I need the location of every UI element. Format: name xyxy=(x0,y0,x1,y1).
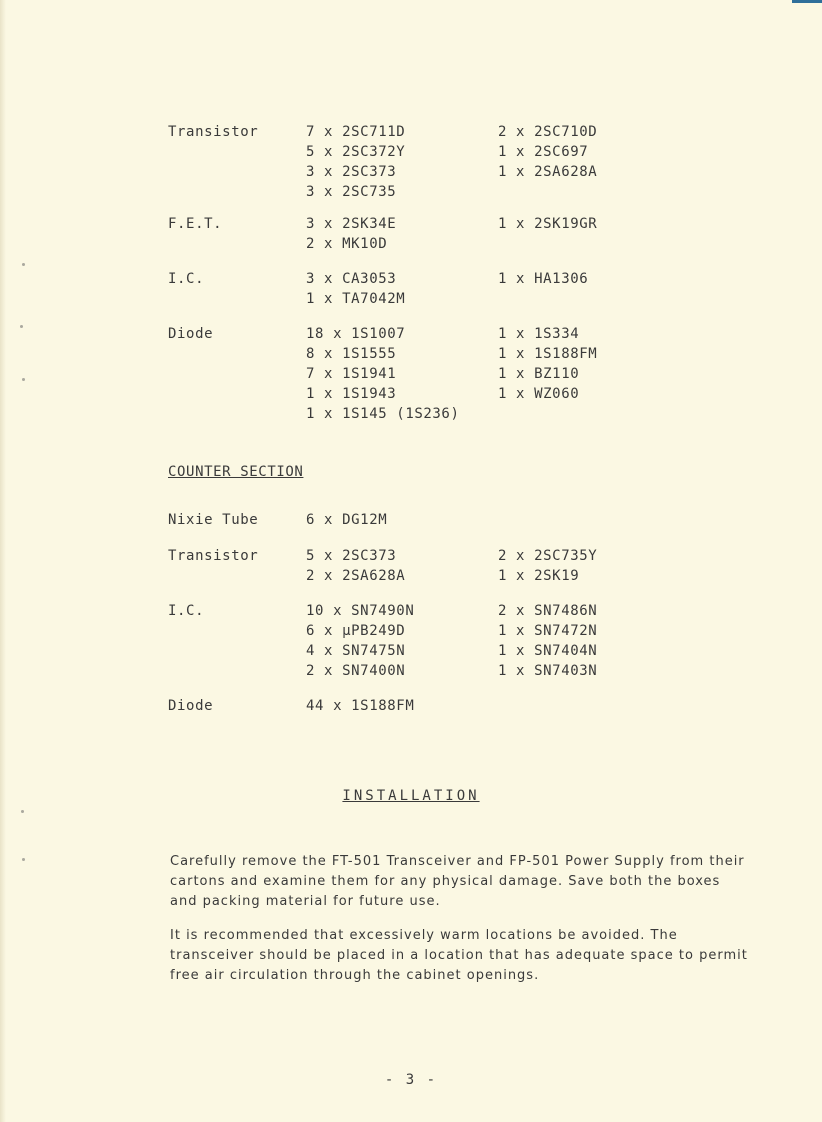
parts-column-1 xyxy=(306,214,396,254)
page-number: - 3 - xyxy=(384,1072,438,1088)
part-entry: 1 x 1S145 (1S236) xyxy=(306,406,460,422)
part-entry: 3 x 2SK34E xyxy=(306,216,397,232)
part-entry: 2 x MK10D xyxy=(306,236,388,252)
installation-paragraph-2: It is recommended that excessively warm locations be avoided. The transceiver should be placed in a location that has adequate space to permit free air circulation through the cabinet openings. xyxy=(170,928,748,983)
part-entry: 7 x 1S1941 xyxy=(306,366,397,382)
scan-speck xyxy=(20,325,23,328)
parts-column-2 xyxy=(498,601,597,681)
part-entry: 2 x 2SC710D xyxy=(498,124,598,140)
part-entry: 8 x 1S1555 xyxy=(306,346,397,362)
group-label: Transistor xyxy=(168,124,259,140)
counter-section-title: COUNTER SECTION xyxy=(168,464,304,480)
parts-column-1 xyxy=(306,546,405,586)
part-entry: 1 x TA7042M xyxy=(306,291,406,307)
scan-speck xyxy=(22,263,25,266)
parts-column-1 xyxy=(306,696,414,716)
part-entry: 18 x 1S1007 xyxy=(306,326,406,342)
part-entry: 2 x 2SC735Y xyxy=(498,548,598,564)
part-entry: 1 x 2SK19GR xyxy=(498,216,598,232)
part-entry: 6 x DG12M xyxy=(306,512,388,528)
installation-paragraph-1: Carefully remove the FT-501 Transceiver and FP-501 Power Supply from their cartons and examine them for any physical damage. Save both the boxes and packing material for future use. xyxy=(170,854,745,909)
parts-column-1 xyxy=(306,269,405,309)
installation-title: INSTALLATION xyxy=(342,788,480,804)
part-entry: 4 x SN7475N xyxy=(306,643,406,659)
part-entry: 1 x HA1306 xyxy=(498,271,589,287)
part-entry: 1 x SN7403N xyxy=(498,663,598,679)
part-entry: 1 x SN7404N xyxy=(498,643,598,659)
part-entry: 44 x 1S188FM xyxy=(306,698,415,714)
group-label: Transistor xyxy=(168,548,259,564)
group-label: Diode xyxy=(168,326,214,342)
part-entry: 1 x WZ060 xyxy=(498,386,580,402)
scan-speck xyxy=(21,810,24,813)
scan-speck xyxy=(22,858,25,861)
parts-column-1 xyxy=(306,510,387,530)
parts-column-1 xyxy=(306,601,414,681)
parts-column-2 xyxy=(498,214,597,234)
part-entry: 1 x 2SK19 xyxy=(498,568,580,584)
group-label: F.E.T. xyxy=(168,216,223,232)
parts-column-2 xyxy=(498,324,597,404)
group-label: I.C. xyxy=(168,603,205,619)
part-entry: 1 x 1S334 xyxy=(498,326,580,342)
part-entry: 3 x CA3053 xyxy=(306,271,397,287)
scan-speck xyxy=(22,378,25,381)
part-entry: 7 x 2SC711D xyxy=(306,124,406,140)
part-entry: 3 x 2SC735 xyxy=(306,184,397,200)
part-entry: 1 x 2SA628A xyxy=(498,164,598,180)
group-label: Nixie Tube xyxy=(168,512,259,528)
part-entry: 2 x SN7400N xyxy=(306,663,406,679)
corner-mark xyxy=(792,0,822,3)
parts-column-2 xyxy=(498,269,588,289)
part-entry: 2 x SN7486N xyxy=(498,603,598,619)
parts-column-2 xyxy=(498,122,597,182)
part-entry: 1 x SN7472N xyxy=(498,623,598,639)
group-label: I.C. xyxy=(168,271,205,287)
part-entry: 1 x 2SC697 xyxy=(498,144,589,160)
page-edge-shading xyxy=(0,0,6,1122)
parts-column-1 xyxy=(306,122,405,202)
group-label: Diode xyxy=(168,698,214,714)
part-entry: 5 x 2SC372Y xyxy=(306,144,406,160)
part-entry: 1 x 1S188FM xyxy=(498,346,598,362)
part-entry: 6 x μPB249D xyxy=(306,623,406,639)
part-entry: 10 x SN7490N xyxy=(306,603,415,619)
part-entry: 5 x 2SC373 xyxy=(306,548,397,564)
part-entry: 3 x 2SC373 xyxy=(306,164,397,180)
parts-column-2 xyxy=(498,546,597,586)
part-entry: 2 x 2SA628A xyxy=(306,568,406,584)
part-entry: 1 x BZ110 xyxy=(498,366,580,382)
parts-column-1 xyxy=(306,324,460,424)
part-entry: 1 x 1S1943 xyxy=(306,386,397,402)
